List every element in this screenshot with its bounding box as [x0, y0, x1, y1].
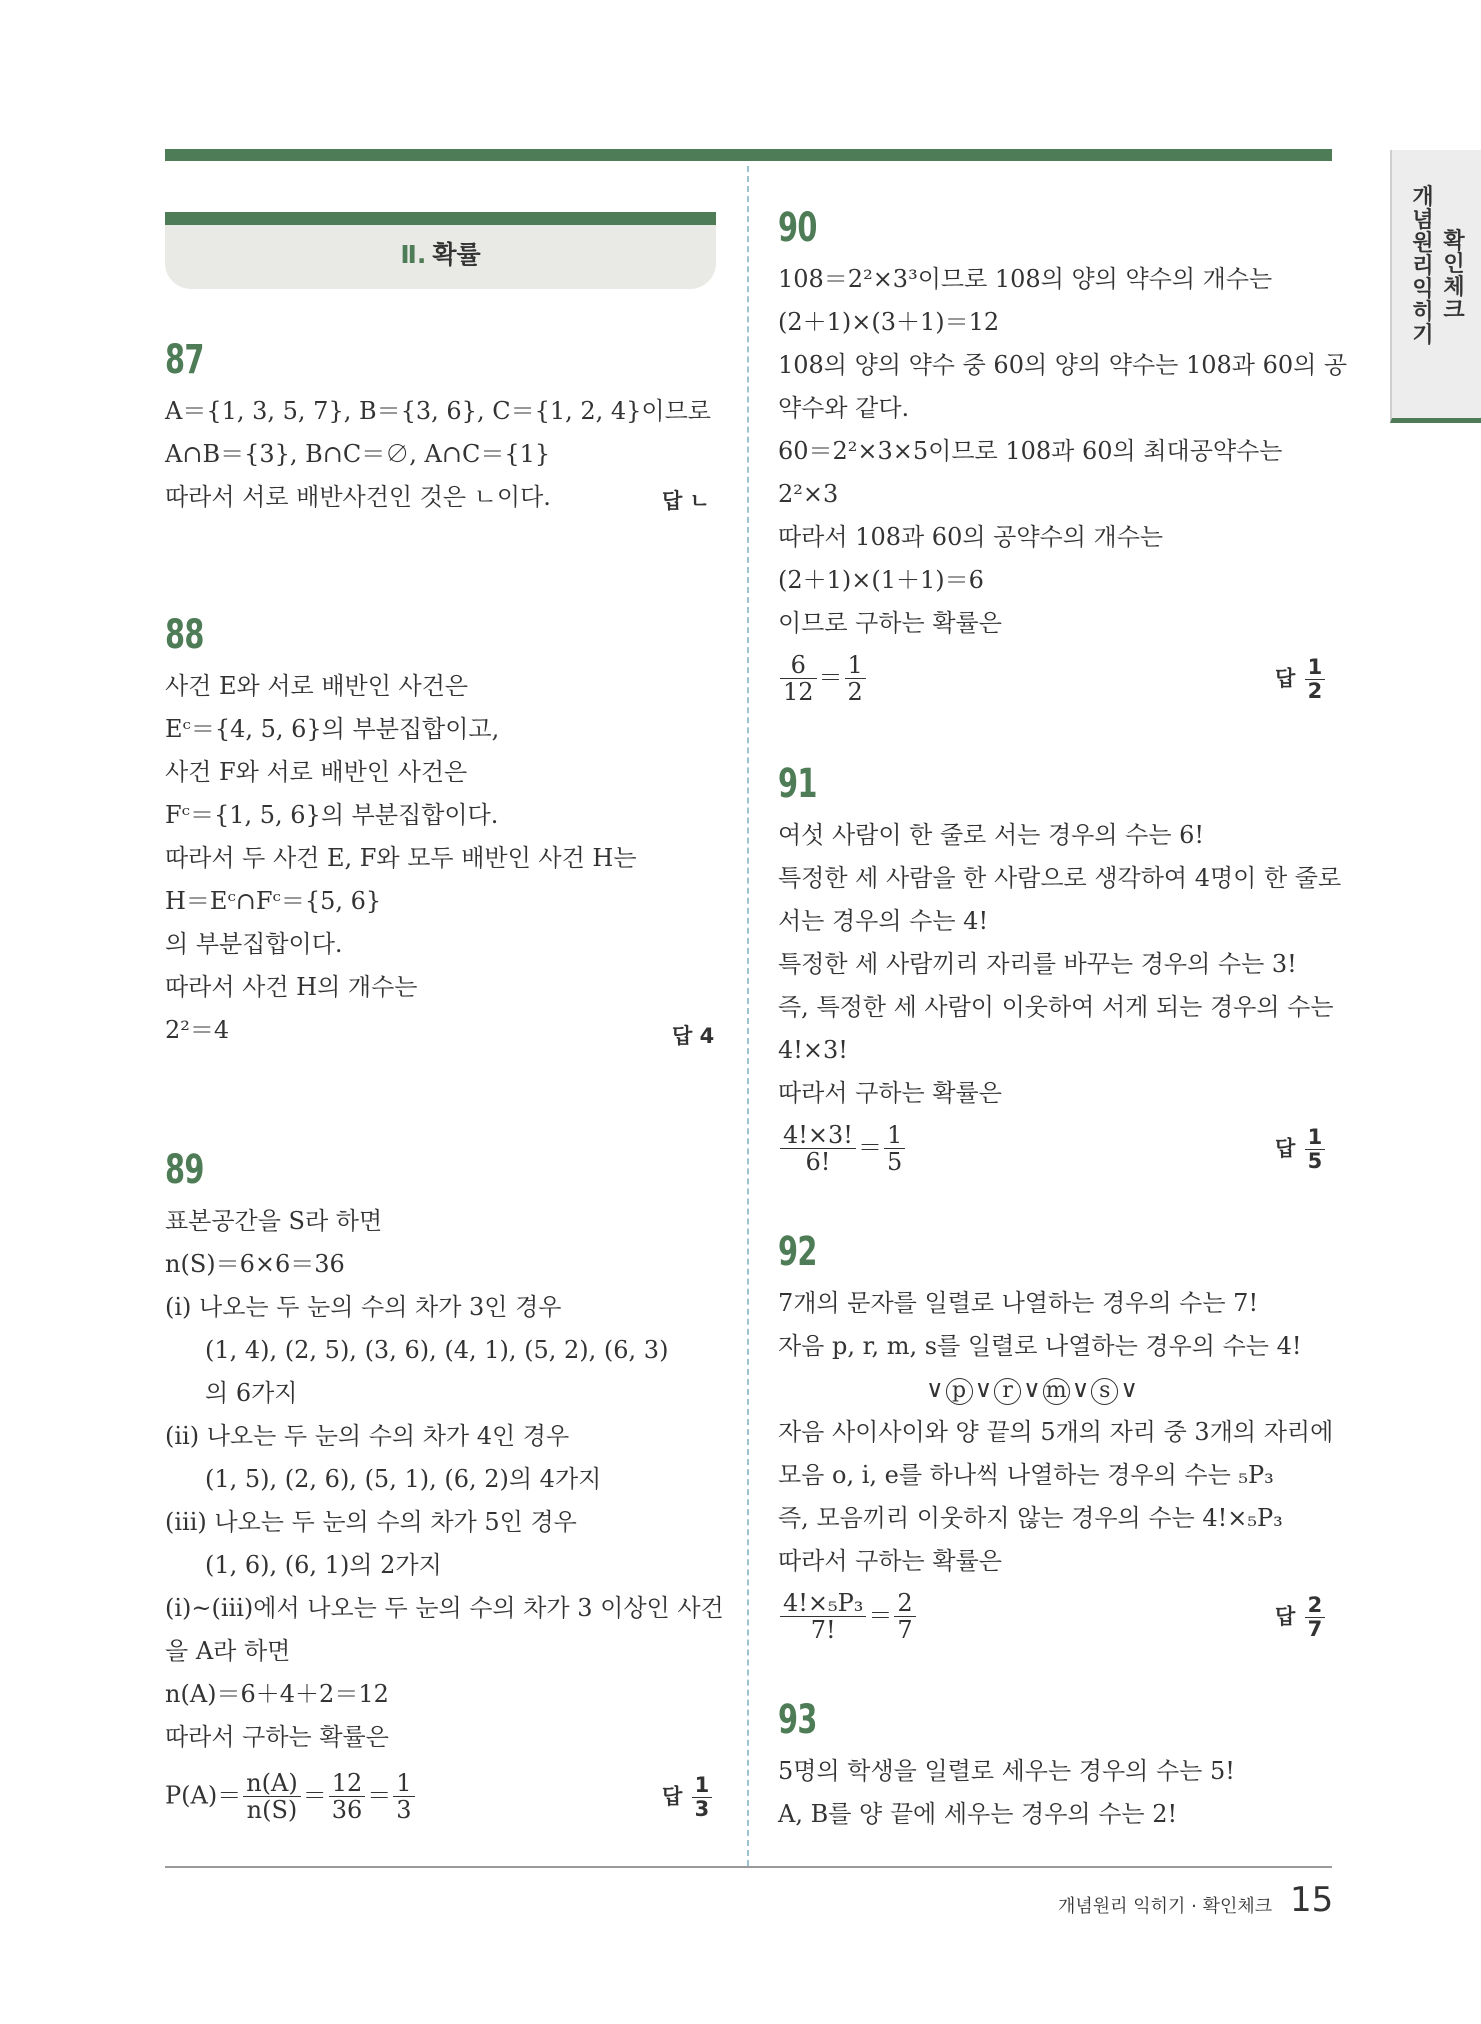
answer-89: 답 $\frac{1}{3}$ [662, 1774, 714, 1821]
problem-number-88: 88 [165, 612, 204, 658]
formula-90: $\frac{6}{12}$ ＝ $\frac{1}{2}$ [778, 652, 868, 706]
problem-number-90: 90 [778, 205, 817, 251]
top-green-bar [165, 149, 1332, 161]
formula-89: P(A)＝ $\frac{n(A)}{n(S)}$ ＝ $\frac{12}{36}$ ＝ $\frac{1}{3}$ [165, 1770, 417, 1824]
solution-89: 표본공간을 S라 하면 n(S)＝6×6＝36 (ⅰ) 나오는 두 눈의 수의 차가 3인 경우 (1, 4), (2, 5), (3, 6), (4, 1), (5, 2), (6, 3) 의 6가지 (ⅱ) 나오는 두 눈의 수의 차가 4인 경우 (1, 5), (2, 6), (5, 1), (6, 2)의 4가지 (ⅲ) 나오는 두 눈의 수의 차가 5인 경우 (1, 6), (6, 1)의 2가지 (ⅰ)~(ⅲ)에서 나오는 두 눈의 수의 차가 3 이상인 사건 을 A라 하면 n(A)＝6＋4＋2＝12 따라서 구하는 확률은 [165, 1207, 724, 1751]
solution-87: A＝{1, 3, 5, 7}, B＝{3, 6}, C＝{1, 2, 4}이므로 A∩B＝{3}, B∩C＝∅, A∩C＝{1} 따라서 서로 배반사건인 것은 ㄴ이다. [165, 397, 711, 511]
footer-title: 개념원리 익히기 · 확인체크 [1058, 1896, 1273, 1917]
answer-92: 답 $\frac{2}{7}$ [1275, 1594, 1327, 1641]
formula-92: $\frac{\text{4!×₅P₃}}{7!}$ ＝ $\frac{2}{7}$ [778, 1590, 918, 1644]
answer-88: 답 4 [672, 1024, 715, 1048]
formula-91: $\frac{4!\times 3!}{6!}$ ＝ $\frac{1}{5}$ [778, 1122, 907, 1176]
side-tab-label-2: 확인체크 [1443, 229, 1465, 323]
solution-88: 사건 E와 서로 배반인 사건은 Eᶜ＝{4, 5, 6}의 부분집합이고, 사건 F와 서로 배반인 사건은 Fᶜ＝{1, 5, 6}의 부분집합이다. 따라서 두 사건 E, F와 모두 배반인 사건 H는 H＝Eᶜ∩Fᶜ＝{5, 6} 의 부분집합이다. 따라서 사건 H의 개수는 2²＝4 [165, 672, 637, 1044]
problem-number-87: 87 [165, 337, 204, 383]
solution-92: 7개의 문자를 일렬로 나열하는 경우의 수는 7! 자음 p, r, m, s를 일렬로 나열하는 경우의 수는 4! ∨ p ∨ r ∨ m ∨ s ∨ 자음 사이사이와 양 끝의 5개의 자리 중 3개의 자리에 모음 o, i, e를 하나씩 나열하는 경우의 수는 ₅P₃ 즉, 모음끼리 이웃하지 않는 경우의 수는 4!×₅P₃ 따라서 구하는 확률은 [778, 1289, 1334, 1575]
section-title: 확률 [432, 240, 481, 269]
side-tab-label-1: 개념원리 익히기 [1412, 185, 1434, 348]
solution-90: 108＝2²×3³이므로 108의 양의 약수의 개수는 (2＋1)×(3＋1)＝12 108의 양의 약수 중 60의 양의 약수는 108과 60의 공 약수와 같다. 60＝2²×3×5이므로 108과 60의 최대공약수는 2²×3 따라서 108과 60의 공약수의 개수는 (2＋1)×(1＋1)＝6 이므로 구하는 확률은 [778, 265, 1348, 637]
problem-number-91: 91 [778, 761, 817, 807]
answer-90: 답 $\frac{1}{2}$ [1275, 656, 1327, 703]
page-number: 15 [1290, 1880, 1334, 1920]
answer-87: 답 ㄴ [662, 489, 710, 513]
solution-91: 여섯 사람이 한 줄로 서는 경우의 수는 6! 특정한 세 사람을 한 사람으로 생각하여 4명이 한 줄로 서는 경우의 수는 4! 특정한 세 사람끼리 자리를 바꾸는 경우의 수는 3! 즉, 특정한 세 사람이 이웃하여 서게 되는 경우의 수는 4!×3! 따라서 구하는 확률은 [778, 821, 1342, 1107]
answer-91: 답 $\frac{1}{5}$ [1275, 1126, 1327, 1173]
section-header [165, 212, 716, 289]
solution-93: 5명의 학생을 일렬로 세우는 경우의 수는 5! A, B를 양 끝에 세우는 경우의 수는 2! [778, 1757, 1235, 1828]
problem-number-93: 93 [778, 1697, 817, 1743]
problem-number-92: 92 [778, 1229, 817, 1275]
column-divider [747, 166, 749, 1866]
side-tab [1390, 150, 1481, 423]
section-roman: Ⅱ. [400, 240, 427, 269]
bottom-rule [165, 1866, 1332, 1868]
problem-number-89: 89 [165, 1147, 204, 1193]
consonant-diagram: ∨ p ∨ r ∨ m ∨ s ∨ [926, 1375, 1138, 1403]
